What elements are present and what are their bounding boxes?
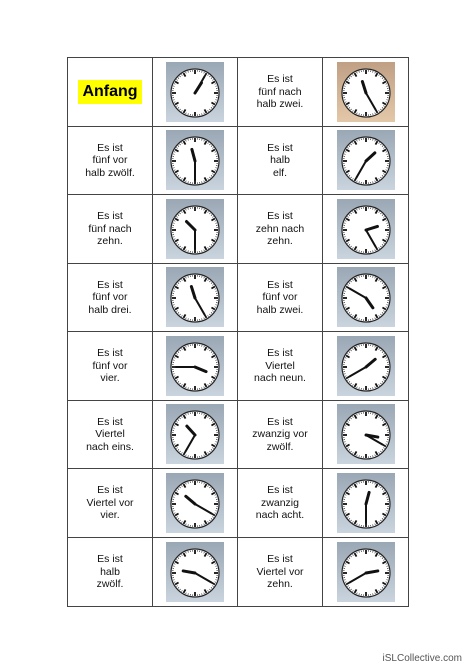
clock-cell	[323, 332, 408, 401]
clock-cell	[323, 401, 408, 470]
start-label: Anfang	[78, 80, 141, 104]
time-text-cell: Es ist zwanzig nach acht.	[238, 469, 323, 538]
time-text-cell: Es ist Viertel nach neun.	[238, 332, 323, 401]
clock-cell	[153, 58, 238, 127]
time-text-cell: Es ist Viertel nach eins.	[68, 401, 153, 470]
clock-photo	[166, 267, 224, 327]
start-cell	[68, 58, 153, 127]
clock-photo	[337, 130, 395, 190]
hour-hand	[183, 571, 195, 573]
clock-cell	[153, 469, 238, 538]
clock-cell	[323, 538, 408, 607]
clock-face	[166, 404, 224, 464]
time-text-cell: Es ist fünf vor halb drei.	[68, 264, 153, 333]
clock-face	[337, 336, 395, 396]
clock-face	[337, 404, 395, 464]
clock-photo	[166, 336, 224, 396]
clock-face	[166, 62, 224, 122]
clock-face	[337, 130, 395, 190]
clock-cell	[323, 127, 408, 196]
clock-face	[166, 130, 224, 190]
time-text-cell: Es ist fünf nach zehn.	[68, 195, 153, 264]
clock-photo	[337, 267, 395, 327]
clock-photo	[337, 473, 395, 533]
clock-face	[337, 267, 395, 327]
clock-photo	[166, 542, 224, 602]
clock-face	[166, 199, 224, 259]
time-text-cell: Es ist halb elf.	[238, 127, 323, 196]
clock-cell	[153, 195, 238, 264]
clock-cell	[153, 332, 238, 401]
clock-photo	[166, 62, 224, 122]
clock-face	[337, 199, 395, 259]
clock-photo	[166, 404, 224, 464]
clock-photo	[166, 473, 224, 533]
clock-photo	[337, 404, 395, 464]
clock-cell	[323, 58, 408, 127]
clock-face	[337, 62, 395, 122]
time-text-cell: Es ist Viertel vor vier.	[68, 469, 153, 538]
time-text-cell: Es ist fünf nach halb zwei.	[238, 58, 323, 127]
clock-photo	[337, 542, 395, 602]
time-text-cell: Es ist halb zwölf.	[68, 538, 153, 607]
clock-face	[337, 473, 395, 533]
domino-sheet	[67, 57, 409, 607]
clock-photo	[337, 199, 395, 259]
clock-photo	[337, 62, 395, 122]
clock-cell	[323, 469, 408, 538]
clock-face	[166, 542, 224, 602]
clock-photo	[337, 336, 395, 396]
hour-hand	[366, 571, 378, 573]
clock-face	[166, 336, 224, 396]
time-text-cell: Es ist fünf vor halb zwölf.	[68, 127, 153, 196]
time-text-cell: Es ist fünf vor halb zwei.	[238, 264, 323, 333]
clock-photo	[166, 130, 224, 190]
clock-photo	[166, 199, 224, 259]
time-text-cell: Es ist fünf vor vier.	[68, 332, 153, 401]
clock-face	[337, 542, 395, 602]
time-text-cell: Es ist Viertel vor zehn.	[238, 538, 323, 607]
clock-face	[166, 267, 224, 327]
clock-cell	[153, 401, 238, 470]
clock-cell	[323, 195, 408, 264]
clock-cell	[153, 264, 238, 333]
clock-cell	[153, 538, 238, 607]
clock-cell	[323, 264, 408, 333]
watermark: iSLCollective.com	[382, 653, 462, 664]
time-text-cell: Es ist zwanzig vor zwölf.	[238, 401, 323, 470]
clock-face	[166, 473, 224, 533]
time-text-cell: Es ist zehn nach zehn.	[238, 195, 323, 264]
clock-cell	[153, 127, 238, 196]
